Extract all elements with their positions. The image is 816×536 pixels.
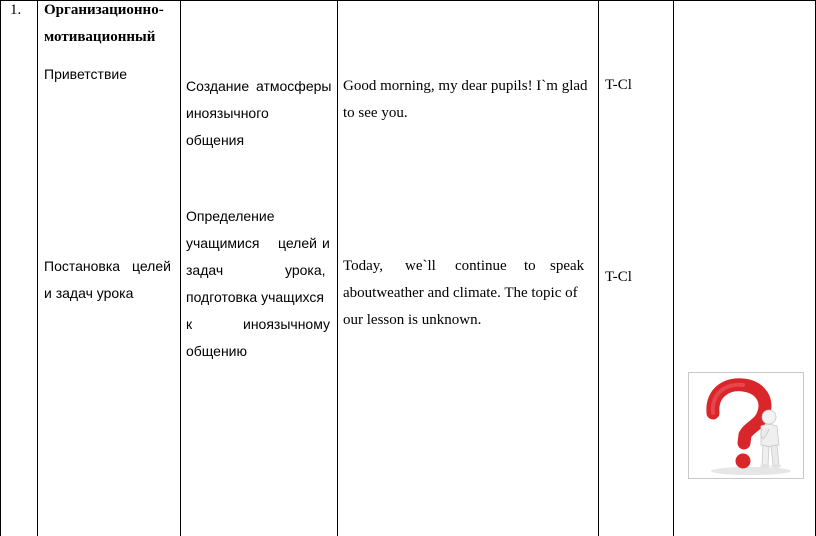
speech-text: speak [550,258,585,274]
goal-text: задач [186,262,224,278]
goal-text: иноязычному [243,316,330,332]
table-left-border [0,0,1,536]
column-divider [37,0,38,536]
goal-text: Создание [186,78,250,94]
goal-text: Определение [186,208,275,224]
goal-text: и [322,235,330,251]
question-mark-icon [689,373,803,478]
column-divider [673,0,674,536]
column-divider [598,0,599,536]
speech-text: to [524,258,536,274]
stage-title: мотивационный [44,29,156,45]
interaction-mode: T-Cl [605,269,632,285]
goal-text: атмосферы [256,78,332,94]
goal-text: общению [186,343,248,359]
speech-text: aboutweather and climate. The topic of [343,285,578,301]
speech-text: our lesson is unknown. [343,312,482,328]
goal-text: общения [186,132,245,148]
sub-stage-greeting: Приветствие [44,66,127,82]
speech-text: we`ll [405,258,436,274]
column-divider [337,0,338,536]
stage-title: Организационно- [44,2,164,18]
sub-stage-goals: и задач урока [44,285,134,301]
column-divider [180,0,181,536]
goal-text: целей [278,235,317,251]
speech-text: to see you. [343,105,408,121]
speech-text: Good morning, my dear pupils! I`m glad [343,78,588,94]
sub-stage-goals: целей [132,258,171,274]
goal-text: подготовка учащихся [186,289,324,305]
interaction-mode: T-Cl [605,77,632,93]
goal-text: урока, [285,262,326,278]
goal-text: учащимися [186,235,260,251]
goal-text: к [186,316,193,332]
sub-stage-goals: Постановка [44,258,121,274]
goal-text: иноязычного [186,105,269,121]
question-figure-image [688,372,804,479]
speech-text: continue [455,258,507,274]
row-number: 1. [10,2,22,18]
speech-text: Today, [343,258,384,274]
